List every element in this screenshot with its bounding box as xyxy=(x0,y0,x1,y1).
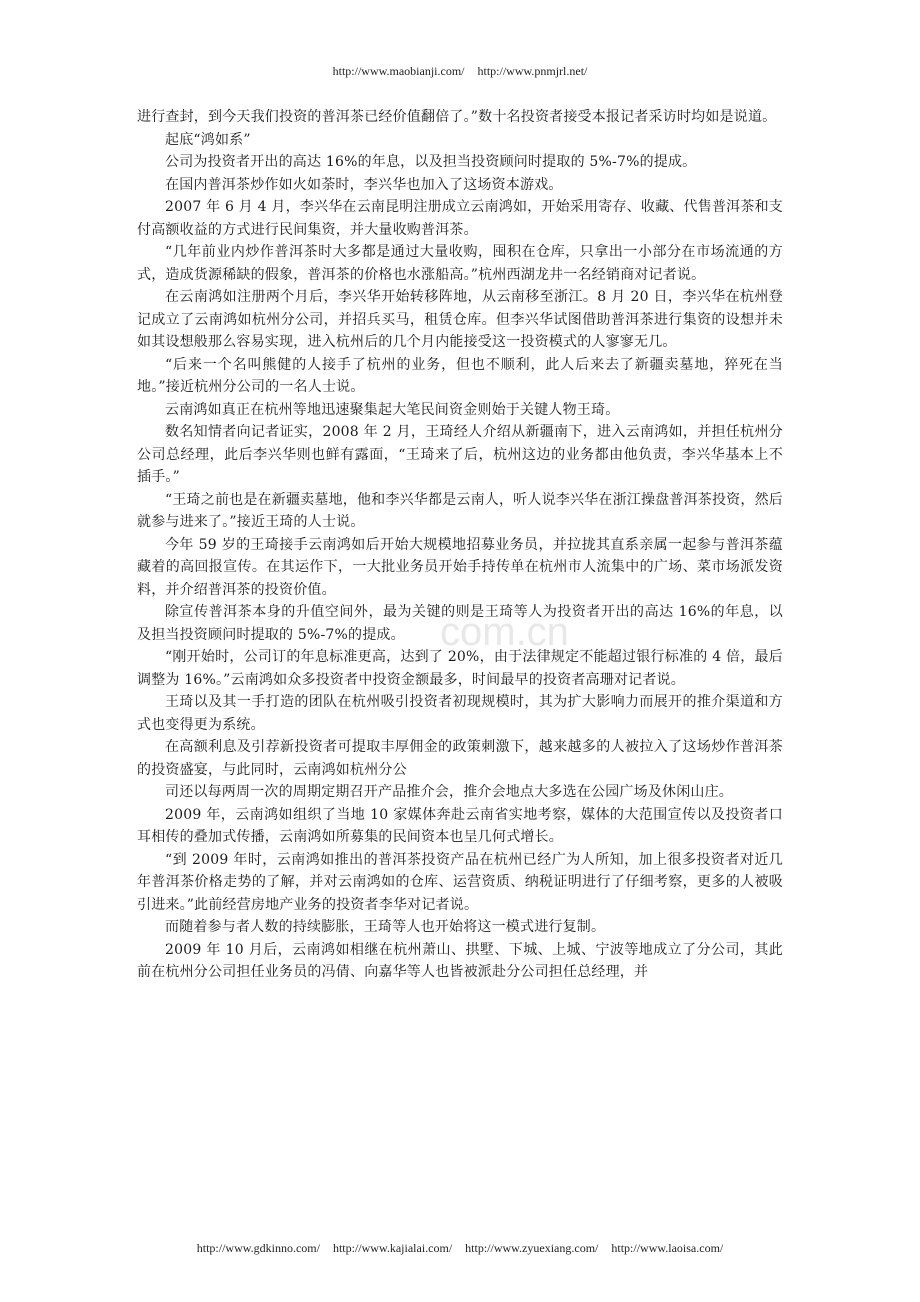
paragraph: 在云南鸿如注册两个月后，李兴华开始转移阵地，从云南移至浙江。8 月 20 日，李兴华在杭州登记成立了云南鸿如杭州分公司，并招兵买马，租赁仓库。但李兴华试图借助普洱茶进行集资的设想并未如其设想般那么容易实现，进入杭州后的几个月内能接受这一投资模式的人寥寥无几。 xyxy=(137,289,783,350)
section-heading: 起底“鸿如系” xyxy=(165,131,251,148)
header-link[interactable]: http://www.pnmjrl.net/ xyxy=(477,64,588,78)
watermark: com.cn xyxy=(440,610,569,654)
paragraph: 公司为投资者开出的高达 16%的年息，以及担当投资顾问时提取的 5%-7%的提成。 xyxy=(165,154,697,170)
paragraph: 进行查封，到今天我们投资的普洱茶已经价值翻倍了。”数十名投资者接受本报记者采访时均如是说道。 xyxy=(137,109,777,125)
paragraph: “几年前业内炒作普洱茶时大多都是通过大量收购，囤积在仓库，只拿出一小部分在市场流通的方式，造成货源稀缺的假象，普洱茶的价格也水涨船高。”杭州西湖龙井一名经销商对记者说。 xyxy=(137,244,783,283)
paragraph: 云南鸿如真正在杭州等地迅速聚集起大笔民间资金则始于关键人物王琦。 xyxy=(165,401,620,418)
paragraph: 今年 59 岁的王琦接手云南鸿如后开始大规模地招募业务员，并拉拢其直系亲属一起参与普洱茶蕴藏着的高回报宣传。在其运作下，一大批业务员开始手持传单在杭州市人流集中的广场、菜市场派发资料，并介绍普洱茶的投资价值。 xyxy=(137,536,783,598)
article-body xyxy=(137,106,783,984)
header-link[interactable]: http://www.maobianji.com/ xyxy=(332,64,465,78)
footer-link[interactable]: http://www.zyuexiang.com/ xyxy=(465,1241,599,1255)
paragraph: “刚开始时，公司订的年息标准更高，达到了 20%，由于法律规定不能超过银行标准的 4 倍，最后调整为 16%。”云南鸿如众多投资者中投资金额最多，时间最早的投资者高珊对记者说。 xyxy=(137,649,783,688)
paragraph: 2009 年，云南鸿如组织了当地 10 家媒体奔赴云南省实地考察，媒体的大范围宣传以及投资者口耳相传的叠加式传播，云南鸿如所募集的民间资本也呈几何式增长。 xyxy=(137,806,783,845)
paragraph: “王琦之前也是在新疆卖墓地，他和李兴华都是云南人，听人说李兴华在浙江操盘普洱茶投资，然后就参与进来了。”接近王琦的人士说。 xyxy=(137,491,783,530)
paragraph: 在高额利息及引荐新投资者可提取丰厚佣金的政策刺激下，越来越多的人被拉入了这场炒作普洱茶的投资盛宴，与此同时，云南鸿如杭州分公 xyxy=(137,739,783,778)
footer-link[interactable]: http://www.gdkinno.com/ xyxy=(196,1241,320,1255)
paragraph: 而随着参与者人数的持续膨胀，王琦等人也开始将这一模式进行复制。 xyxy=(165,919,606,935)
paragraph: 司还以每两周一次的周期定期召开产品推介会，推介会地点大多选在公园广场及休闲山庄。 xyxy=(165,784,733,800)
paragraph: 除宣传普洱茶本身的升值空间外，最为关键的则是王琦等人为投资者开出的高达 16%的年息，以及担当投资顾问时提取的 5%-7%的提成。 xyxy=(137,604,783,643)
footer-links xyxy=(0,1241,920,1256)
paragraph: 数名知情者向记者证实，2008 年 2 月，王琦经人介绍从新疆南下，进入云南鸿如，并担任杭州分公司总经理，此后李兴华则也鲜有露面，“王琦来了后，杭州这边的业务都由他负责，李兴华基本上不插手。” xyxy=(137,424,783,485)
paragraph: “后来一个名叫熊健的人接手了杭州的业务，但也不顺利，此人后来去了新疆卖墓地，猝死在当地。”接近杭州分公司的一名人士说。 xyxy=(137,356,783,395)
paragraph: 2009 年 10 月后，云南鸿如相继在杭州萧山、拱墅、下城、上城、宁波等地成立了分公司，其此前在杭州分公司担任业务员的冯倩、向嘉华等人也皆被派赴分公司担任总经理，并 xyxy=(137,941,783,980)
footer-link[interactable]: http://www.kajialai.com/ xyxy=(332,1241,453,1255)
paragraph: 王琦以及其一手打造的团队在杭州吸引投资者初现规模时，其为扩大影响力而展开的推介渠道和方式也变得更为系统。 xyxy=(137,694,783,733)
header-links xyxy=(0,64,920,79)
paragraph: 在国内普洱茶炒作如火如荼时，李兴华也加入了这场资本游戏。 xyxy=(165,176,563,193)
paragraph: 2007 年 6 月 4 月，李兴华在云南昆明注册成立云南鸿如，开始采用寄存、收藏、代售普洱茶和支付高额收益的方式进行民间集资，并大量收购普洱茶。 xyxy=(137,199,783,238)
footer-link[interactable]: http://www.laoisa.com/ xyxy=(611,1241,724,1255)
paragraph: “到 2009 年时，云南鸿如推出的普洱茶投资产品在杭州已经广为人所知，加上很多投资者对近几年普洱茶价格走势的了解，并对云南鸿如的仓库、运营资质、纳税证明进行了仔细考察，更多的人被吸引进来。”此前经营房地产业务的投资者李华对记者说。 xyxy=(137,851,783,913)
